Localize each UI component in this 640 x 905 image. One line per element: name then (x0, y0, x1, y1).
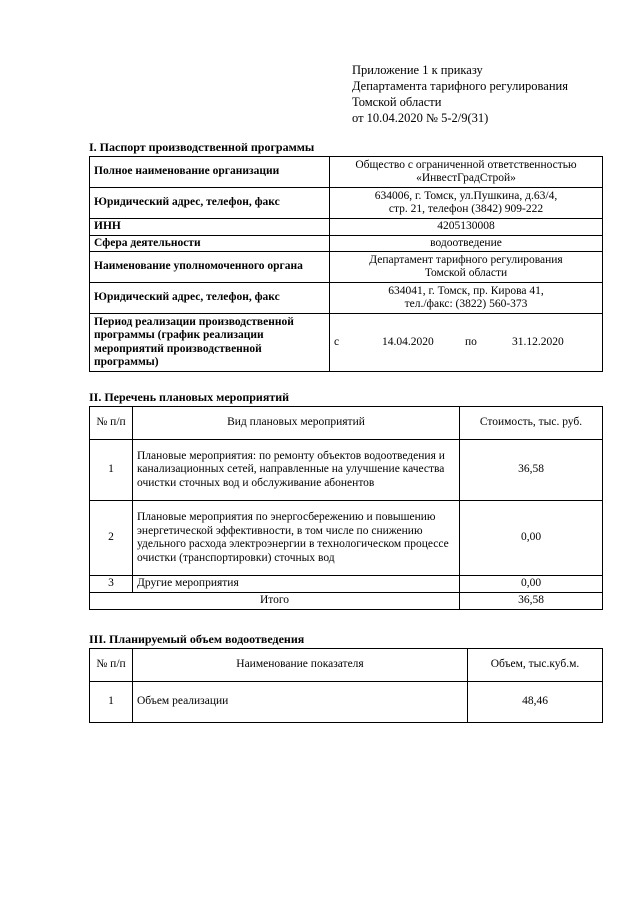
total-cost: 36,58 (460, 592, 603, 609)
table-row (90, 440, 603, 501)
section-3-title: III. Планируемый объем водоотведения (89, 632, 305, 646)
value-line: Департамент тарифного регулирования (369, 253, 563, 266)
volume-table (89, 648, 603, 723)
row-value (330, 219, 603, 236)
table-row (90, 501, 603, 576)
appendix-line: Департамента тарифного регулирования (352, 79, 568, 93)
value-line: 634006, г. Томск, ул.Пушкина, д.63/4, (374, 189, 558, 202)
row-label: Сфера деятельности (90, 235, 330, 252)
value-line: Томской области (424, 267, 508, 279)
measures-table (89, 406, 603, 610)
row-num: 3 (90, 576, 133, 593)
value-line: стр. 21, телефон (3842) 909-222 (388, 203, 544, 215)
header-name: Вид плановых мероприятий (133, 407, 460, 440)
row-cost: 0,00 (460, 576, 603, 593)
header-volume: Объем, тыс.куб.м. (468, 649, 603, 682)
value-line: «ИнвестГрадСтрой» (416, 172, 516, 184)
row-value (330, 252, 603, 283)
period-value (330, 314, 603, 372)
table-row (90, 235, 603, 252)
appendix-header (352, 62, 622, 126)
value-line: тел./факс: (3822) 560-373 (404, 298, 528, 310)
table-total-row (90, 592, 603, 609)
row-label: Юридический адрес, телефон, факс (90, 283, 330, 314)
row-name: Другие мероприятия (133, 576, 460, 593)
row-value (330, 283, 603, 314)
row-label: Юридический адрес, телефон, факс (90, 188, 330, 219)
passport-table (89, 156, 603, 372)
row-cost: 0,00 (460, 501, 603, 576)
header-name: Наименование показателя (133, 649, 468, 682)
table-row (90, 283, 603, 314)
value-line: 4205130008 (437, 220, 495, 232)
appendix-line: от 10.04.2020 № 5-2/9(31) (352, 111, 489, 125)
row-volume: 48,46 (468, 682, 603, 723)
table-row (90, 314, 603, 372)
period-from-word: с (334, 335, 340, 348)
table-row (90, 576, 603, 593)
table-header-row (90, 649, 603, 682)
period-label: Период реализации производственной программы (график реализации мероприятий производственной программы) (90, 314, 330, 372)
row-name: Плановые мероприятия: по ремонту объектов водоотведения и канализационных сетей, направленные на улучшение качества очистки сточных вод и обслуживание абонентов (133, 440, 460, 501)
row-label: Наименование уполномоченного органа (90, 252, 330, 283)
period-to-date: 31.12.2020 (512, 335, 564, 348)
row-name: Плановые мероприятия по энергосбережению и повышению энергетической эффективности, в том числе по снижению удельного расхода электроэнергии в технологическом процессе очистки (транспортировки) сточных вод (133, 501, 460, 576)
appendix-line: Томской области (352, 95, 442, 109)
value-line: водоотведение (430, 236, 502, 249)
row-label: Полное наименование организации (90, 157, 330, 188)
row-value (330, 157, 603, 188)
row-label: ИНН (90, 219, 330, 236)
header-cost: Стоимость, тыс. руб. (460, 407, 603, 440)
appendix-line: Приложение 1 к приказу (352, 63, 483, 77)
period-to-word: по (465, 335, 477, 348)
table-row (90, 188, 603, 219)
row-num: 2 (90, 501, 133, 576)
row-cost: 36,58 (460, 440, 603, 501)
table-row (90, 682, 603, 723)
section-2-title: II. Перечень плановых мероприятий (89, 390, 290, 404)
header-num: № п/п (90, 407, 133, 440)
value-line: Общество с ограниченной ответственностью (355, 158, 577, 171)
table-row (90, 219, 603, 236)
row-num: 1 (90, 682, 133, 723)
section-1-title: I. Паспорт производственной программы (89, 140, 315, 154)
total-label: Итого (90, 592, 460, 609)
table-header-row (90, 407, 603, 440)
row-name: Объем реализации (133, 682, 468, 723)
value-line: 634041, г. Томск, пр. Кирова 41, (388, 284, 544, 297)
table-row (90, 157, 603, 188)
header-num: № п/п (90, 649, 133, 682)
row-value (330, 188, 603, 219)
row-num: 1 (90, 440, 133, 501)
row-value (330, 235, 603, 252)
period-from-date: 14.04.2020 (382, 335, 434, 348)
table-row (90, 252, 603, 283)
